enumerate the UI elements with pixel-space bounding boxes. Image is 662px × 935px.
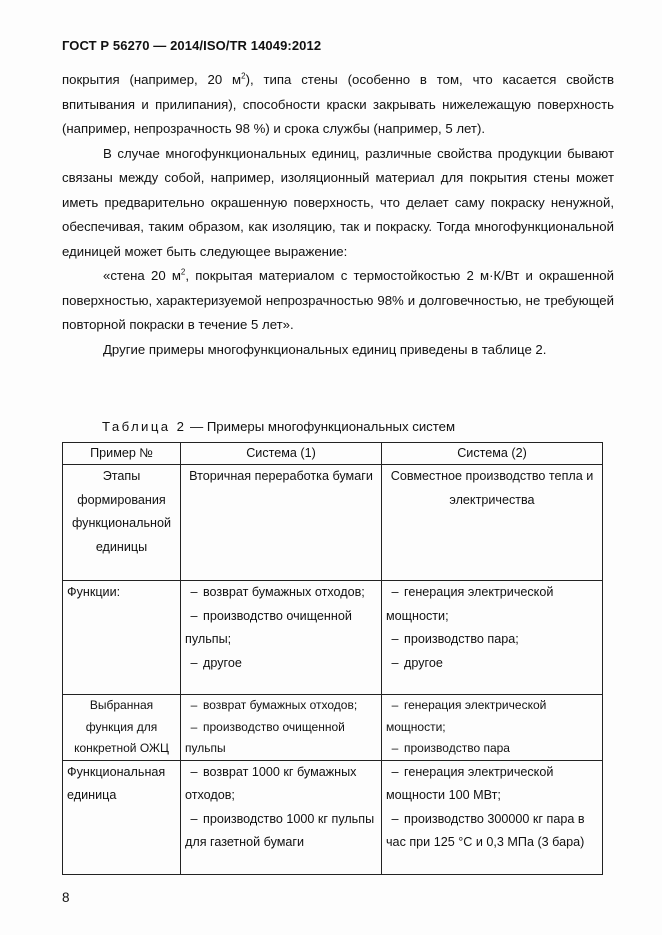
- paragraph-4: Другие примеры многофункциональных единиц приведены в таблице 2.: [103, 341, 547, 357]
- list-item: – производство пара;: [391, 632, 519, 646]
- table-header-row: [63, 443, 603, 465]
- list-item: – производство очищенной пульпы: [185, 719, 345, 755]
- row3-system-2: [382, 695, 603, 761]
- row2-system-1: [181, 581, 382, 695]
- row1-system-1: Вторичная переработка бумаги: [181, 465, 382, 581]
- list-item: – производство 1000 кг пульпы для газетной бумаги: [185, 811, 375, 849]
- row4-label: Функциональная единица: [63, 760, 181, 874]
- list-item: – возврат бумажных отходов;: [190, 585, 365, 599]
- table-row: [63, 760, 603, 874]
- table-2: [62, 442, 603, 875]
- paragraph-3: «стена 20 $м^2$, покрытая материалом с термостойкостью 2 м·К/Вт и окрашенной поверхностью, характеризуемой непрозрачностью 98% и долговечностью, не требующей повторной покраски в течение 5 лет».: [62, 267, 614, 332]
- list-item: – производство 300000 кг пара в час при 125 °С и 0,3 МПа (3 бара): [386, 811, 585, 849]
- list-item: – возврат бумажных отходов;: [190, 698, 358, 712]
- paragraph-1: покрытия (например, 20 $м^2$), типа стены (особенно в том, что касается свойств впитывания и прилипания), способности краски закрывать нижележащую поверхность (например, непрозрачность 98 %) и срока службы (например, 5 лет).: [62, 71, 614, 136]
- row1-system-2: Совместное производство тепла и электричества: [382, 465, 603, 581]
- row4-system-2: [382, 760, 603, 874]
- list-item: – другое: [190, 655, 242, 670]
- header-example: Пример №: [63, 443, 181, 465]
- table-row: [63, 465, 603, 581]
- list-item: – генерация электрической мощности;: [386, 585, 554, 623]
- list-item: – генерация электрической мощности;: [386, 698, 547, 734]
- table-row: [63, 581, 603, 695]
- document-header: ГОСТ Р 56270 — 2014/ISO/TR 14049:2012: [62, 38, 322, 53]
- list-item: – возврат 1000 кг бумажных отходов;: [185, 764, 357, 802]
- table-row: [63, 695, 603, 761]
- body-text: [62, 68, 614, 362]
- list-item: – генерация электрической мощности 100 МВт;: [386, 764, 554, 802]
- row2-system-2: [382, 581, 603, 695]
- header-system-1: Система (1): [181, 443, 382, 465]
- header-system-2: Система (2): [382, 443, 603, 465]
- row1-label: Этапы формирования функциональной единицы: [63, 465, 181, 581]
- page-number: 8: [62, 890, 70, 905]
- row3-system-1: [181, 695, 382, 761]
- list-item: – производство пара: [391, 741, 510, 755]
- paragraph-2: В случае многофункциональных единиц, различные свойства продукции бывают связаны между собой, например, изоляционный материал для покрытия стены может иметь предварительно окрашенную поверхность, что делает саму покраску ненужной, обеспечивая, таким образом, как изоляцию, так и покраску. Тогда многофункциональной единицей может быть следующее выражение:: [62, 145, 614, 259]
- row2-label: Функции:: [63, 581, 181, 695]
- row4-system-1: [181, 760, 382, 874]
- row3-label: Выбранная функция для конкретной ОЖЦ: [63, 695, 181, 761]
- table-caption: Таблица 2 — Примеры многофункциональных систем: [102, 419, 456, 434]
- list-item: – другое: [391, 655, 443, 670]
- list-item: – производство очищенной пульпы;: [185, 608, 352, 646]
